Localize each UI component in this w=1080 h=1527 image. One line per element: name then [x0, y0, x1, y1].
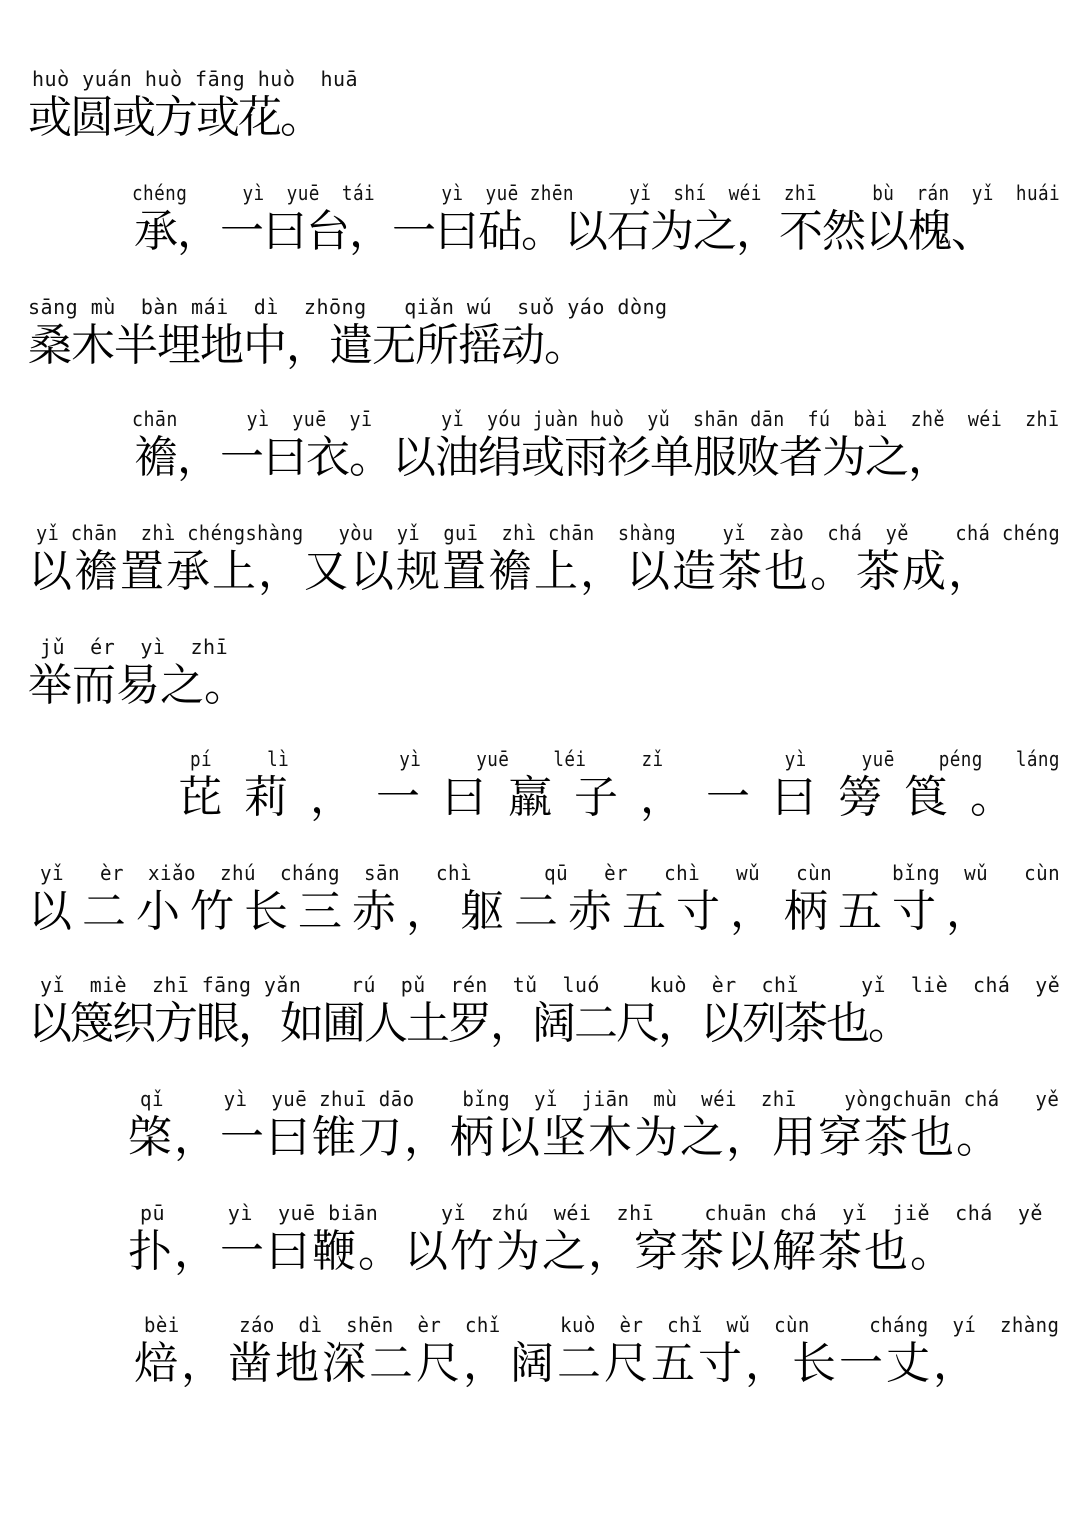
pinyin-line: chéng yì yuē tái yì yuē zhēn yǐ shí wéi zhī bù rán yǐ huái [132, 181, 1061, 205]
text-line [0, 294, 1080, 404]
text-line [0, 66, 1080, 176]
pinyin-line: pū yì yuē biān yǐ zhú wéi zhī chuān chá yǐ jiě chá yě [140, 1201, 1043, 1225]
pinyin-line: yǐ chān zhì chéngshàng yòu yǐ guī zhì chān shàng yǐ zào chá yě chá chéng [36, 521, 1061, 545]
pinyin-line: huò yuán huò fāng huò huā [32, 67, 359, 91]
pinyin-line: sāng mù bàn mái dì zhōng qiǎn wú suǒ yáo dòng [28, 295, 668, 319]
text-line [0, 746, 1080, 856]
text-line [0, 972, 1080, 1082]
hanzi-line: 襜，一曰衣。以油绢或雨衫单服败者为之， [134, 432, 951, 483]
hanzi-line: 承，一曰台，一曰砧。以石为之，不然以槐、 [134, 206, 994, 257]
pinyin-line: bèi záo dì shēn èr chǐ kuò èr chǐ wǔ cùn cháng yí zhàng [144, 1313, 1060, 1337]
text-line [0, 180, 1080, 290]
pinyin-line: qǐ yì yuē zhuī dāo bǐng yǐ jiān mù wéi zhī yòngchuān chá yě [140, 1087, 1060, 1111]
text-line [0, 860, 1080, 970]
hanzi-line: 以襜置承上，又以规置襜上，以造茶也。茶成， [28, 546, 994, 597]
hanzi-line: 举而易之。 [28, 660, 248, 711]
pinyin-line: yǐ miè zhī fāng yǎn rú pǔ rén tǔ luó kuò èr chǐ yǐ liè chá yě [40, 973, 1061, 997]
text-line [0, 520, 1080, 630]
pinyin-line: pí lì yì yuē léi zǐ yì yuē péng láng [190, 747, 1060, 771]
text-line [0, 1086, 1080, 1196]
hanzi-line: 芘莉，一曰羸子，一曰篣筤。 [178, 772, 1036, 823]
text-line [0, 1200, 1080, 1310]
hanzi-line: 以二小竹长三赤，躯二赤五寸，柄五寸， [28, 886, 1000, 937]
pinyin-line: chān yì yuē yī yǐ yóu juàn huò yǔ shān dān fú bài zhě wéi zhī [132, 407, 1060, 431]
text-line [0, 1312, 1080, 1422]
pinyin-line: yǐ èr xiǎo zhú cháng sān chì qū èr chì wǔ cùn bǐng wǔ cùn [40, 861, 1061, 885]
text-line [0, 634, 1080, 744]
hanzi-line: 以篾织方眼，如圃人土罗，阔二尺，以列茶也。 [28, 998, 910, 1049]
hanzi-line: 扑，一曰鞭。以竹为之，穿茶以解茶也。 [128, 1226, 956, 1277]
hanzi-line: 焙，凿地深二尺，阔二尺五寸，长一丈， [134, 1338, 980, 1389]
pinyin-line: jǔ ér yì zhī [40, 635, 229, 659]
hanzi-line: 桑木半埋地中，遣无所摇动。 [28, 320, 587, 371]
hanzi-line: 或圆或方或花。 [28, 92, 322, 143]
text-line [0, 406, 1080, 516]
hanzi-line: 棨，一曰锥刀，柄以坚木为之，用穿茶也。 [128, 1112, 1002, 1163]
